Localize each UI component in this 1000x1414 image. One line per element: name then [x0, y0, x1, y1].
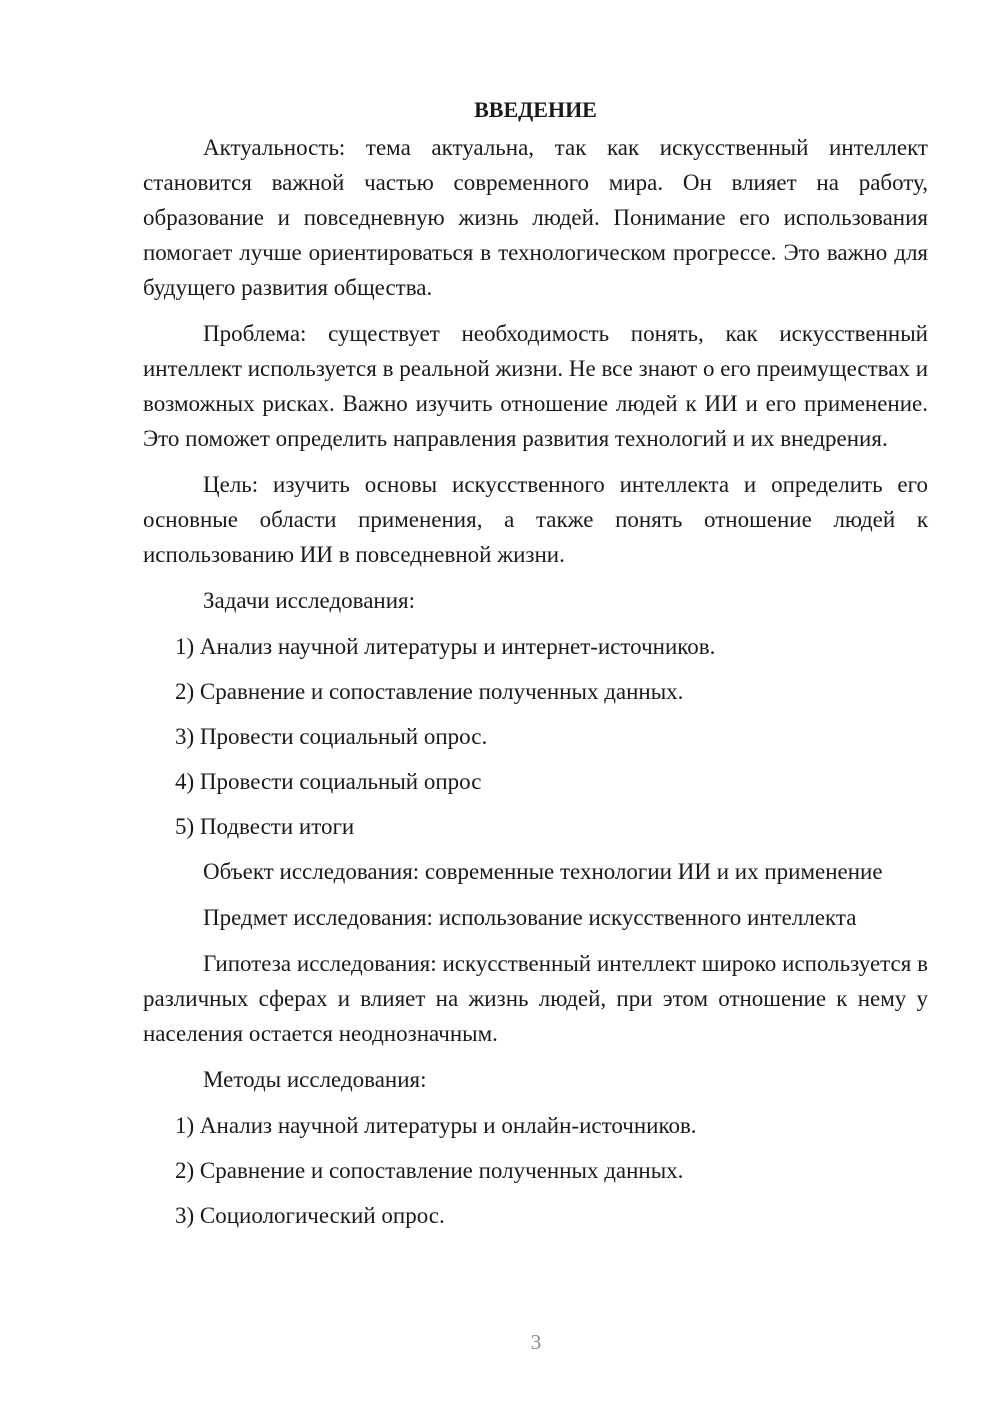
hypothesis-paragraph: Гипотеза исследования: искусственный интеллект широко используется в различных сферах и влияет на жизнь людей, при этом отношение к нему у населения остается неоднозначным. — [143, 951, 928, 1046]
document-body — [143, 92, 928, 1243]
tasks-list — [143, 629, 928, 844]
subject-paragraph: Предмет исследования: использование искусственного интеллекта — [203, 905, 857, 930]
list-item: 1) Анализ научной литературы и интернет-источников. — [175, 634, 716, 659]
methods-heading: Методы исследования: — [203, 1067, 427, 1092]
list-item: 3) Социологический опрос. — [175, 1203, 445, 1228]
list-item: 2) Сравнение и сопоставление полученных данных. — [175, 1158, 684, 1183]
section-title: ВВЕДЕНИЕ — [474, 97, 597, 122]
list-item: 5) Подвести итоги — [175, 814, 355, 839]
list-item: 1) Анализ научной литературы и онлайн-источников. — [175, 1113, 697, 1138]
list-item: 2) Сравнение и сопоставление полученных данных. — [175, 679, 684, 704]
relevance-paragraph: Актуальность: тема актуальна, так как искусственный интеллект становится важной частью современного мира. Он влияет на работу, образование и повседневную жизнь людей. Понимание его использования помогает лучше ориентироваться в технологическом прогрессе. Это важно для будущего развития общества. — [143, 135, 928, 300]
tasks-heading: Задачи исследования: — [203, 588, 416, 613]
goal-paragraph: Цель: изучить основы искусственного интеллекта и определить его основные области применения, а также понять отношение людей к использованию ИИ в повседневной жизни. — [143, 472, 928, 567]
methods-list — [143, 1108, 928, 1233]
page-number: 3 — [530, 1330, 542, 1354]
list-item: 4) Провести социальный опрос — [175, 769, 482, 794]
problem-paragraph: Проблема: существует необходимость понять, как искусственный интеллект используется в реальной жизни. Не все знают о его преимуществах и возможных рисках. Важно изучить отношение людей к ИИ и его применение. Это поможет определить направления развития технологий и их внедрения. — [143, 321, 928, 451]
list-item: 3) Провести социальный опрос. — [175, 724, 488, 749]
object-paragraph: Объект исследования: современные технологии ИИ и их применение — [203, 859, 883, 884]
